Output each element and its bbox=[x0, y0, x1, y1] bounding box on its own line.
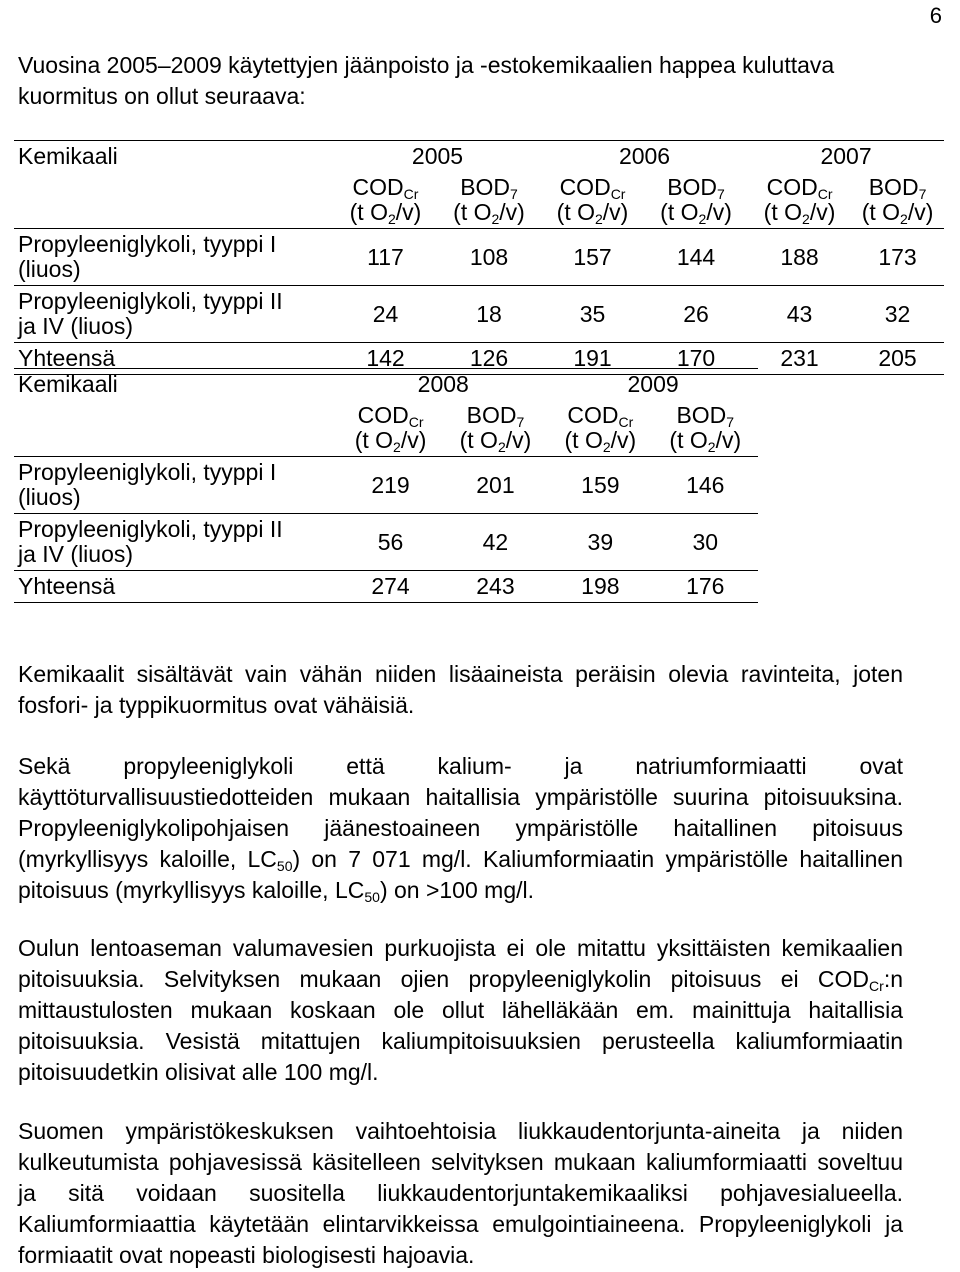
column-header-cod: $COD_{Cr}$ (t $O_2/v$) bbox=[349, 174, 422, 227]
year-header: 2008 bbox=[338, 369, 548, 401]
column-header-cod: $COD_{Cr}$ (t $O_2/v$) bbox=[564, 402, 637, 455]
total-cell: 243 bbox=[443, 571, 548, 603]
table-header-chemical: Kemikaali bbox=[14, 141, 334, 173]
table-header-chemical: Kemikaali bbox=[14, 369, 338, 401]
year-header: 2009 bbox=[548, 369, 758, 401]
total-cell: 205 bbox=[851, 343, 944, 375]
paragraph-nutrients: Kemikaalit sisältävät vain vähän niiden lisäaineista peräisin olevia ravinteita, joten fosfori- ja typpikuormitus ovat vähäisiä. bbox=[18, 661, 903, 718]
table-cell: 32 bbox=[851, 286, 944, 343]
table-cell: 18 bbox=[437, 286, 541, 343]
column-header-bod: $BOD_7$ (t $O_2/v$) bbox=[459, 402, 532, 455]
total-label: Yhteensä bbox=[14, 571, 338, 603]
table-cell: 188 bbox=[748, 229, 851, 286]
year-header: 2005 bbox=[334, 141, 541, 173]
table-cell: 201 bbox=[443, 457, 548, 514]
column-header-bod: $BOD_7$ (t $O_2/v$) bbox=[660, 174, 732, 227]
paragraph-oulu-airport: Oulun lentoaseman valumavesien purkuojista ei ole mitattu yksittäisten kemikaalien pitoisuuksia. Selvityksen mukaan ojien propyleeniglykolin pitoisuus ei $COD_{Cr}:n$ mittaustulosten mukaan koskaan ole ollut lähelläkään em. mainittuja haitallisia pitoisuuksia. Vesistä mitattujen kaliumpitoisuuksien perusteella kaliumformiaatin pitoisuudetkin olisivat alle 100 mg/l. bbox=[18, 935, 903, 1085]
total-cell: 142 bbox=[334, 343, 437, 375]
column-header-bod: $BOD_7$ (t $O_2/v$) bbox=[861, 174, 934, 227]
paragraph-toxicity: Sekä propyleeniglykoli että kalium- ja natriumformiaatti ovat käyttöturvallisuustiedotteiden mukaan haitallisia ympäristölle suurina pitoisuuksina. Propyleeniglykolipohjaisen jäänestoaineen ympäristölle haitallinen pitoisuus (myrkyllisyys kaloille, $LC_{50}$) on 7 071 mg/l. Kaliumformiaatin ympäristölle haitallinen pitoisuus (myrkyllisyys kaloille, $LC_{50}$) on >100 mg/l. bbox=[18, 753, 903, 905]
row-label: Propyleeniglykoli, tyyppi I (liuos) bbox=[14, 229, 334, 286]
table-cell: 108 bbox=[437, 229, 541, 286]
blank-cell bbox=[14, 172, 334, 229]
row-label: Propyleeniglykoli, tyyppi II ja IV (liuos) bbox=[14, 514, 338, 571]
total-cell: 198 bbox=[548, 571, 652, 603]
table-cell: 159 bbox=[548, 457, 652, 514]
total-label: Yhteensä bbox=[14, 343, 334, 375]
row-label: Propyleeniglykoli, tyyppi I (liuos) bbox=[14, 457, 338, 514]
load-table-2008-2009 bbox=[14, 368, 758, 603]
year-header: 2006 bbox=[541, 141, 748, 173]
intro-paragraph: Vuosina 2005–2009 käytettyjen jäänpoisto ja -estokemikaalien happea kuluttava kuormitus on ollut seuraava: bbox=[18, 52, 835, 109]
total-cell: 176 bbox=[653, 571, 758, 603]
paragraph-syke-study: Suomen ympäristökeskuksen vaihtoehtoisia liukkaudentorjunta-aineita ja niiden kulkeutumista pohjavesissä käsitelleen selvityksen mukaan kaliumformiaatti soveltuu ja sitä voidaan suositella liukkaudentorjuntakemikaaliksi pohjavesialueella. Kaliumformiaattia käytetään elintarvikkeissa emulgointiaineena. Propyleeniglykoli ja formiaatit ovat nopeasti biologisesti hajoavia. bbox=[18, 1118, 903, 1268]
page-number: 6 bbox=[929, 3, 942, 28]
table-cell: 24 bbox=[334, 286, 437, 343]
table-cell: 173 bbox=[851, 229, 944, 286]
table-cell: 56 bbox=[338, 514, 442, 571]
table-cell: 146 bbox=[653, 457, 758, 514]
row-label: Propyleeniglykoli, tyyppi II ja IV (liuos) bbox=[14, 286, 334, 343]
column-header-cod: $COD_{Cr}$ (t $O_2/v$) bbox=[354, 402, 427, 455]
total-cell: 191 bbox=[541, 343, 644, 375]
total-cell: 126 bbox=[437, 343, 541, 375]
total-cell: 274 bbox=[338, 571, 442, 603]
table-cell: 35 bbox=[541, 286, 644, 343]
load-table-2005-2007 bbox=[14, 140, 944, 375]
column-header-cod: $COD_{Cr}$ (t $O_2/v$) bbox=[556, 174, 629, 227]
table-cell: 157 bbox=[541, 229, 644, 286]
total-cell: 231 bbox=[748, 343, 851, 375]
table-cell: 30 bbox=[653, 514, 758, 571]
column-header-cod: $COD_{Cr}$ (t $O_2/v$) bbox=[763, 174, 836, 227]
table-cell: 117 bbox=[334, 229, 437, 286]
column-header-bod: $BOD_7$ (t $O_2/v$) bbox=[453, 174, 525, 227]
year-header: 2007 bbox=[748, 141, 944, 173]
table-cell: 219 bbox=[338, 457, 442, 514]
table-cell: 144 bbox=[644, 229, 748, 286]
table-cell: 26 bbox=[644, 286, 748, 343]
table-cell: 42 bbox=[443, 514, 548, 571]
table-cell: 43 bbox=[748, 286, 851, 343]
column-header-bod: $BOD_7$ (t $O_2/v$) bbox=[669, 402, 742, 455]
total-cell: 170 bbox=[644, 343, 748, 375]
table-cell: 39 bbox=[548, 514, 652, 571]
blank-cell bbox=[14, 400, 338, 457]
